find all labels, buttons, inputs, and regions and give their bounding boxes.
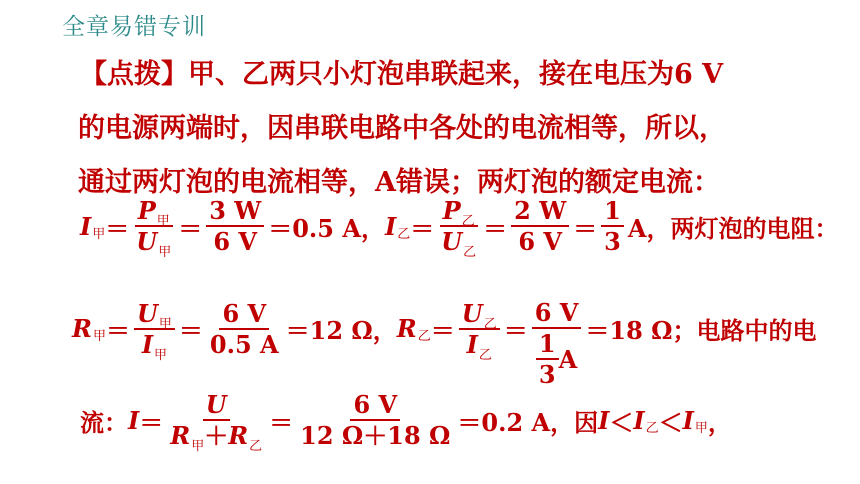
fraction-P-over-U-yi: $\frac{P_乙}{U_乙}$ [441,196,477,261]
paragraph-line-2: 的电源两端时，因串联电路中各处的电流相等，所以， [78,113,726,144]
equation-resistance: R 甲 ＝ $\frac{U_甲}{I_甲}$ ＝ $\frac{6 V}{0.5 A}$ ＝12 Ω， R 乙 ＝ $\frac{U_乙}{I_乙}$ ＝ 6 V $\frac{1}{3}$ A ＝18 Ω；电路中的电 [72,298,817,390]
equation-circuit-current: 流： I ＝ $\frac{U}{R_甲+R_乙}$ ＝ $\frac{6 V}{12 \Omega+18 \Omega}$ ＝0.2 A，因 I ＜ I 乙 ＜ I 甲 ， [80,390,732,455]
equation-rated-current: I 甲 ＝ $\frac{P_甲}{U_甲}$ ＝ $\frac{3 W}{6 V}$ ＝0.5 A， I 乙 ＝ $\frac{P_乙}{U_乙}$ ＝ $\frac{2 W}{6 V}$ ＝ $\frac{1}{3}$ A，两灯泡的电阻： [80,196,839,261]
fraction-P-over-U-jia: $\frac{P_甲}{U_甲}$ [136,196,172,261]
fraction-U-over-Rsum: $\frac{U}{R_甲+R_乙}$ [170,390,263,455]
equation-1-tail: A，两灯泡的电阻： [627,213,839,243]
paragraph-line-3: 通过两灯泡的电流相等，A错误；两灯泡的额定电流： [78,167,720,198]
fraction-one-third: $\frac{1}{3}$ [601,198,624,254]
fraction-6V-30ohm: $\frac{6 V}{12 \Omega+18 \Omega}$ [300,390,451,451]
fraction-U-over-I-jia: $\frac{U_甲}{I_甲}$ [134,301,175,357]
result-I-jia: ＝0.5 A， [268,213,385,243]
subscript-jia: 甲 [92,226,106,242]
result-R-yi: ＝18 Ω；电路中的电 [585,316,817,346]
result-I: ＝0.2 A，因 [457,407,599,437]
fraction-6V-0.5A: $\frac{6 V}{0.5 A}$ [209,298,279,359]
header-title: 全章易错专训 [62,14,206,40]
fraction-U-over-I-yi: $\frac{U_乙}{I_乙}$ [459,301,500,357]
fraction-3W-6V: $\frac{3 W}{6 V}$ [206,198,264,254]
result-R-jia: ＝12 Ω， [285,316,397,346]
symbol-I: I [80,211,92,241]
paragraph-line-1: 【点拨】甲、乙两只小灯泡串联起来，接在电压为6 V [80,59,724,90]
fraction-6V-third-A: 6 V $\frac{1}{3}$ A [532,300,582,388]
fraction-2W-6V: $\frac{2 W}{6 V}$ [511,198,569,254]
